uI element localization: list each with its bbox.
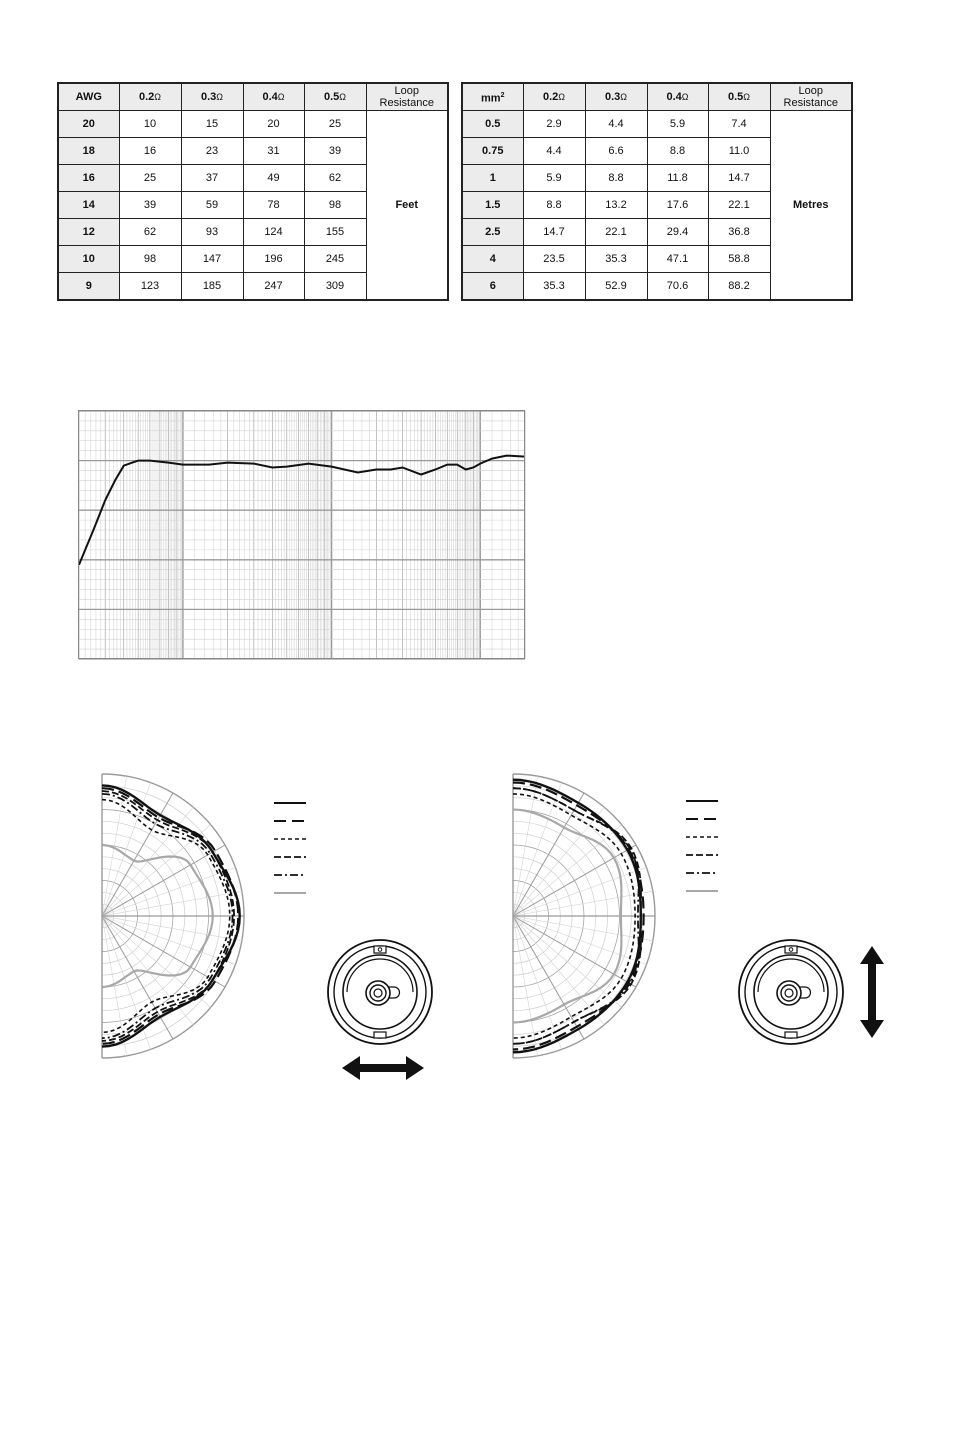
ohm-symbol: Ω — [620, 92, 628, 102]
col-header-loop-resistance: Loop Resistance — [366, 83, 448, 111]
value-cell: 25 — [304, 111, 366, 138]
col-header — [585, 83, 647, 111]
value-cell: 8.8 — [647, 138, 708, 165]
polar-plot-horizontal — [100, 768, 245, 1064]
unit-label: Metres — [770, 111, 852, 301]
value-cell: 4.4 — [523, 138, 585, 165]
polar-plot-vertical — [511, 768, 656, 1064]
row-key-cell: 12 — [58, 219, 119, 246]
table-header-row — [58, 83, 448, 111]
value-cell: 8.8 — [585, 165, 647, 192]
value-cell: 62 — [119, 219, 181, 246]
value-cell: 309 — [304, 273, 366, 301]
col-header-value: 0.2 — [138, 91, 155, 103]
value-cell: 15 — [181, 111, 243, 138]
col-header — [181, 83, 243, 111]
ohm-symbol: Ω — [154, 92, 162, 102]
value-cell: 98 — [304, 192, 366, 219]
row-key-cell: 1.5 — [462, 192, 523, 219]
value-cell: 31 — [243, 138, 304, 165]
value-cell: 13.2 — [585, 192, 647, 219]
value-cell: 4.4 — [585, 111, 647, 138]
speaker-front-icon — [733, 938, 849, 1046]
speaker-bottom-tab — [374, 1032, 386, 1038]
row-key-cell: 2.5 — [462, 219, 523, 246]
value-cell: 20 — [243, 111, 304, 138]
value-cell: 35.3 — [585, 246, 647, 273]
value-cell: 11.0 — [708, 138, 770, 165]
speaker-driver — [374, 989, 382, 997]
row-key-cell: 4 — [462, 246, 523, 273]
value-cell: 247 — [243, 273, 304, 301]
value-cell: 98 — [119, 246, 181, 273]
value-cell: 124 — [243, 219, 304, 246]
col-header-value: 0.3 — [200, 91, 217, 103]
value-cell: 59 — [181, 192, 243, 219]
speaker-front-icon — [322, 938, 438, 1046]
value-cell: 70.6 — [647, 273, 708, 301]
ohm-symbol: Ω — [339, 92, 347, 102]
value-cell: 22.1 — [708, 192, 770, 219]
speaker-bottom-tab — [785, 1032, 797, 1038]
value-cell: 23.5 — [523, 246, 585, 273]
value-cell: 196 — [243, 246, 304, 273]
speaker-ring — [745, 946, 837, 1038]
col-header — [708, 83, 770, 111]
col-header — [243, 83, 304, 111]
speaker-driver — [781, 985, 797, 1001]
vertical-double-arrow-icon — [858, 944, 886, 1040]
mm2-table — [461, 82, 853, 301]
ohm-symbol: Ω — [681, 92, 689, 102]
ohm-symbol: Ω — [558, 92, 566, 102]
col-header — [523, 83, 585, 111]
superscript: 2 — [500, 91, 505, 99]
value-cell: 35.3 — [523, 273, 585, 301]
frequency-response-chart — [78, 410, 526, 660]
table-row — [462, 111, 852, 138]
value-cell: 14.7 — [523, 219, 585, 246]
ohm-symbol: Ω — [743, 92, 751, 102]
row-key-cell: 6 — [462, 273, 523, 301]
speaker-top-tab — [374, 946, 386, 953]
table-row — [58, 111, 448, 138]
row-key-cell: 9 — [58, 273, 119, 301]
row-key-cell: 16 — [58, 165, 119, 192]
col-header-loop-resistance: Loop Resistance — [770, 83, 852, 111]
value-cell: 93 — [181, 219, 243, 246]
value-cell: 39 — [304, 138, 366, 165]
col-header-value: mm — [481, 92, 501, 105]
row-key-cell: 20 — [58, 111, 119, 138]
col-header: AWG — [58, 83, 119, 111]
value-cell: 7.4 — [708, 111, 770, 138]
unit-label: Feet — [366, 111, 448, 301]
value-cell: 17.6 — [647, 192, 708, 219]
value-cell: 155 — [304, 219, 366, 246]
ohm-symbol: Ω — [216, 92, 224, 102]
value-cell: 52.9 — [585, 273, 647, 301]
speaker-ring — [754, 955, 828, 1029]
row-key-cell: 0.5 — [462, 111, 523, 138]
value-cell: 88.2 — [708, 273, 770, 301]
col-header — [462, 83, 523, 111]
col-header-value: 0.5 — [323, 91, 340, 103]
horizontal-double-arrow-icon — [340, 1053, 426, 1083]
table-header-row — [462, 83, 852, 111]
value-cell: 245 — [304, 246, 366, 273]
polar-legend-vertical — [684, 793, 724, 893]
value-cell: 123 — [119, 273, 181, 301]
value-cell: 47.1 — [647, 246, 708, 273]
value-cell: 37 — [181, 165, 243, 192]
col-header — [647, 83, 708, 111]
value-cell: 22.1 — [585, 219, 647, 246]
value-cell: 16 — [119, 138, 181, 165]
value-cell: 10 — [119, 111, 181, 138]
awg-table — [57, 82, 449, 301]
value-cell: 11.8 — [647, 165, 708, 192]
row-key-cell: 18 — [58, 138, 119, 165]
value-cell: 49 — [243, 165, 304, 192]
row-key-cell: 10 — [58, 246, 119, 273]
speaker-ring — [343, 955, 417, 1029]
value-cell: 8.8 — [523, 192, 585, 219]
row-key-cell: 1 — [462, 165, 523, 192]
ohm-symbol: Ω — [277, 92, 285, 102]
value-cell: 36.8 — [708, 219, 770, 246]
value-cell: 185 — [181, 273, 243, 301]
value-cell: 23 — [181, 138, 243, 165]
col-header — [304, 83, 366, 111]
speaker-driver — [370, 985, 386, 1001]
value-cell: 29.4 — [647, 219, 708, 246]
row-key-cell: 0.75 — [462, 138, 523, 165]
value-cell: 2.9 — [523, 111, 585, 138]
value-cell: 62 — [304, 165, 366, 192]
value-cell: 5.9 — [523, 165, 585, 192]
value-cell: 39 — [119, 192, 181, 219]
speaker-ring — [334, 946, 426, 1038]
speaker-driver — [785, 989, 793, 997]
polar-legend-horizontal — [272, 795, 312, 895]
value-cell: 5.9 — [647, 111, 708, 138]
value-cell: 6.6 — [585, 138, 647, 165]
value-cell: 78 — [243, 192, 304, 219]
row-key-cell: 14 — [58, 192, 119, 219]
col-header-value: 0.2 — [542, 91, 559, 103]
value-cell: 25 — [119, 165, 181, 192]
col-header-value: 0.4 — [262, 91, 278, 103]
col-header-value: 0.3 — [604, 91, 621, 103]
col-header — [119, 83, 181, 111]
value-cell: 147 — [181, 246, 243, 273]
col-header-value: 0.4 — [666, 91, 682, 103]
speaker-top-tab — [785, 946, 797, 953]
col-header-value: 0.5 — [727, 91, 744, 103]
awg-table-body — [58, 111, 448, 301]
value-cell: 14.7 — [708, 165, 770, 192]
value-cell: 58.8 — [708, 246, 770, 273]
mm2-table-body — [462, 111, 852, 301]
chart-grid — [79, 411, 525, 659]
